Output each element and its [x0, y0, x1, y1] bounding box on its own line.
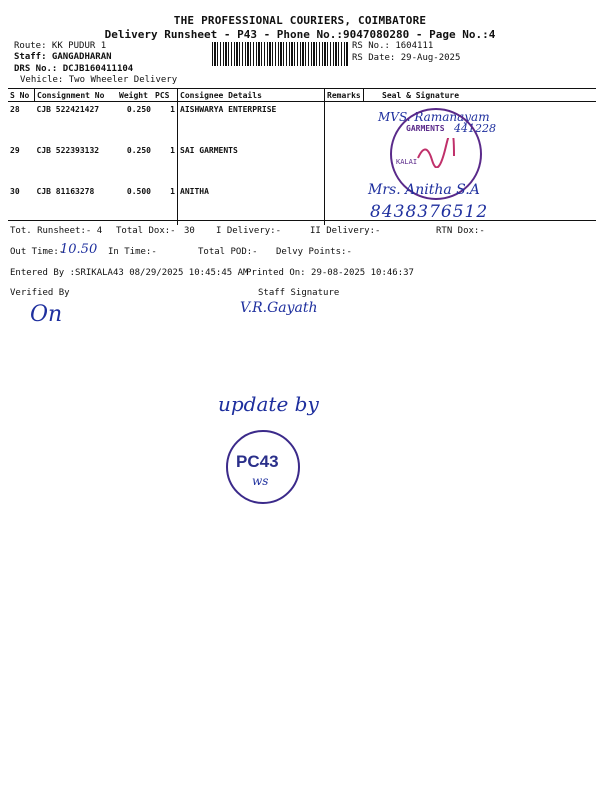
col-consignee: Consignee Details — [178, 89, 325, 102]
col-consignment: Consignment No — [35, 89, 118, 102]
row-consignment: CJB 81163278 — [36, 187, 95, 196]
ii-delivery: II Delivery:- — [310, 226, 381, 236]
table-row — [8, 184, 596, 225]
seal-scribble-icon — [416, 138, 456, 168]
row3-handwritten-signature: Mrs. Anitha S.A — [368, 182, 480, 198]
table-row — [8, 102, 596, 144]
runsheet-title: Delivery Runsheet - P43 - Phone No.:9047080280 - Page No.:4 — [104, 28, 496, 41]
row-consignment: CJB 522421427 — [36, 105, 100, 114]
runsheet-table — [8, 88, 596, 225]
row-pcs: 1 — [170, 187, 175, 196]
row-sno: 28 — [10, 105, 20, 114]
col-remarks: Remarks — [325, 89, 364, 102]
staff-signature-label: Staff Signature — [258, 288, 340, 298]
rs-date-label: RS Date: 29-Aug-2025 — [352, 53, 461, 63]
col-pcs: PCS — [153, 89, 178, 102]
barcode — [212, 42, 348, 66]
vehicle-label: Vehicle: Two Wheeler Delivery — [20, 75, 178, 85]
verified-by-label: Verified By — [10, 288, 70, 298]
rs-no-label: RS No.: 1604111 — [352, 41, 434, 51]
row-consignee: SAI GARMENTS — [178, 143, 325, 184]
row-weight: 0.250 — [126, 105, 151, 114]
entered-by: Entered By :SRIKALA43 08/29/2025 10:45:45 AM — [10, 268, 249, 278]
row-consignee: AISHWARYA ENTERPRISE — [178, 102, 325, 144]
row-remarks — [325, 184, 364, 225]
row-sno: 29 — [10, 146, 20, 155]
tot-runsheet: Tot. Runsheet:- 4 — [10, 226, 103, 236]
row-weight: 0.250 — [126, 146, 151, 155]
printed-on: Printed On: 29-08-2025 10:46:37 — [246, 268, 414, 278]
out-time-handwritten: 10.50 — [60, 242, 98, 257]
table-row — [8, 143, 596, 184]
row1-handwritten-signature: MVS. Ramanayam — [378, 110, 490, 124]
row1-handwritten-number: 441228 — [454, 122, 496, 135]
i-delivery: I Delivery:- — [216, 226, 282, 236]
row-sno: 30 — [10, 187, 20, 196]
table-header-row — [8, 89, 596, 102]
table-bottom-rule — [8, 220, 596, 221]
stamp-code: PC43 — [236, 452, 279, 471]
total-dox-label: Total Dox:- — [116, 226, 176, 236]
seal-top-text: GARMENTS — [406, 124, 445, 133]
row-consignment: CJB 522393132 — [36, 146, 100, 155]
route-label: Route: KK PUDUR 1 — [14, 41, 107, 51]
stamp-initials: ws — [252, 474, 269, 488]
total-dox-value: 30 — [184, 226, 195, 236]
col-weight: Weight — [117, 89, 153, 102]
col-sno: S No — [8, 89, 35, 102]
total-pod-label: Total POD:- — [198, 247, 258, 257]
row-remarks — [325, 143, 364, 184]
row-weight: 0.500 — [126, 187, 151, 196]
pc43-stamp — [226, 430, 300, 504]
delvy-points-label: Delvy Points:- — [276, 247, 352, 257]
update-note-handwritten: update by — [218, 392, 319, 416]
row-consignee: ANITHA — [178, 184, 325, 225]
rtn-dox: RTN Dox:- — [436, 226, 485, 236]
staff-handwritten-signature: V.R.Gayath — [240, 300, 318, 316]
row-pcs: 1 — [170, 146, 175, 155]
row-pcs: 1 — [170, 105, 175, 114]
out-time-label: Out Time:- — [10, 247, 65, 257]
row-remarks — [325, 102, 364, 144]
verified-handwritten-signature: On — [30, 302, 63, 327]
row3-handwritten-phone: 8438376512 — [370, 202, 489, 222]
col-seal-signature: Seal & Signature — [364, 89, 597, 102]
staff-label: Staff: GANGADHARAN — [14, 52, 112, 62]
drs-no-label: DRS No.: DCJB160411104 — [14, 64, 134, 74]
seal-side-text: KALAI — [396, 158, 418, 166]
company-title: THE PROFESSIONAL COURIERS, COIMBATORE — [173, 14, 427, 27]
in-time-label: In Time:- — [108, 247, 157, 257]
